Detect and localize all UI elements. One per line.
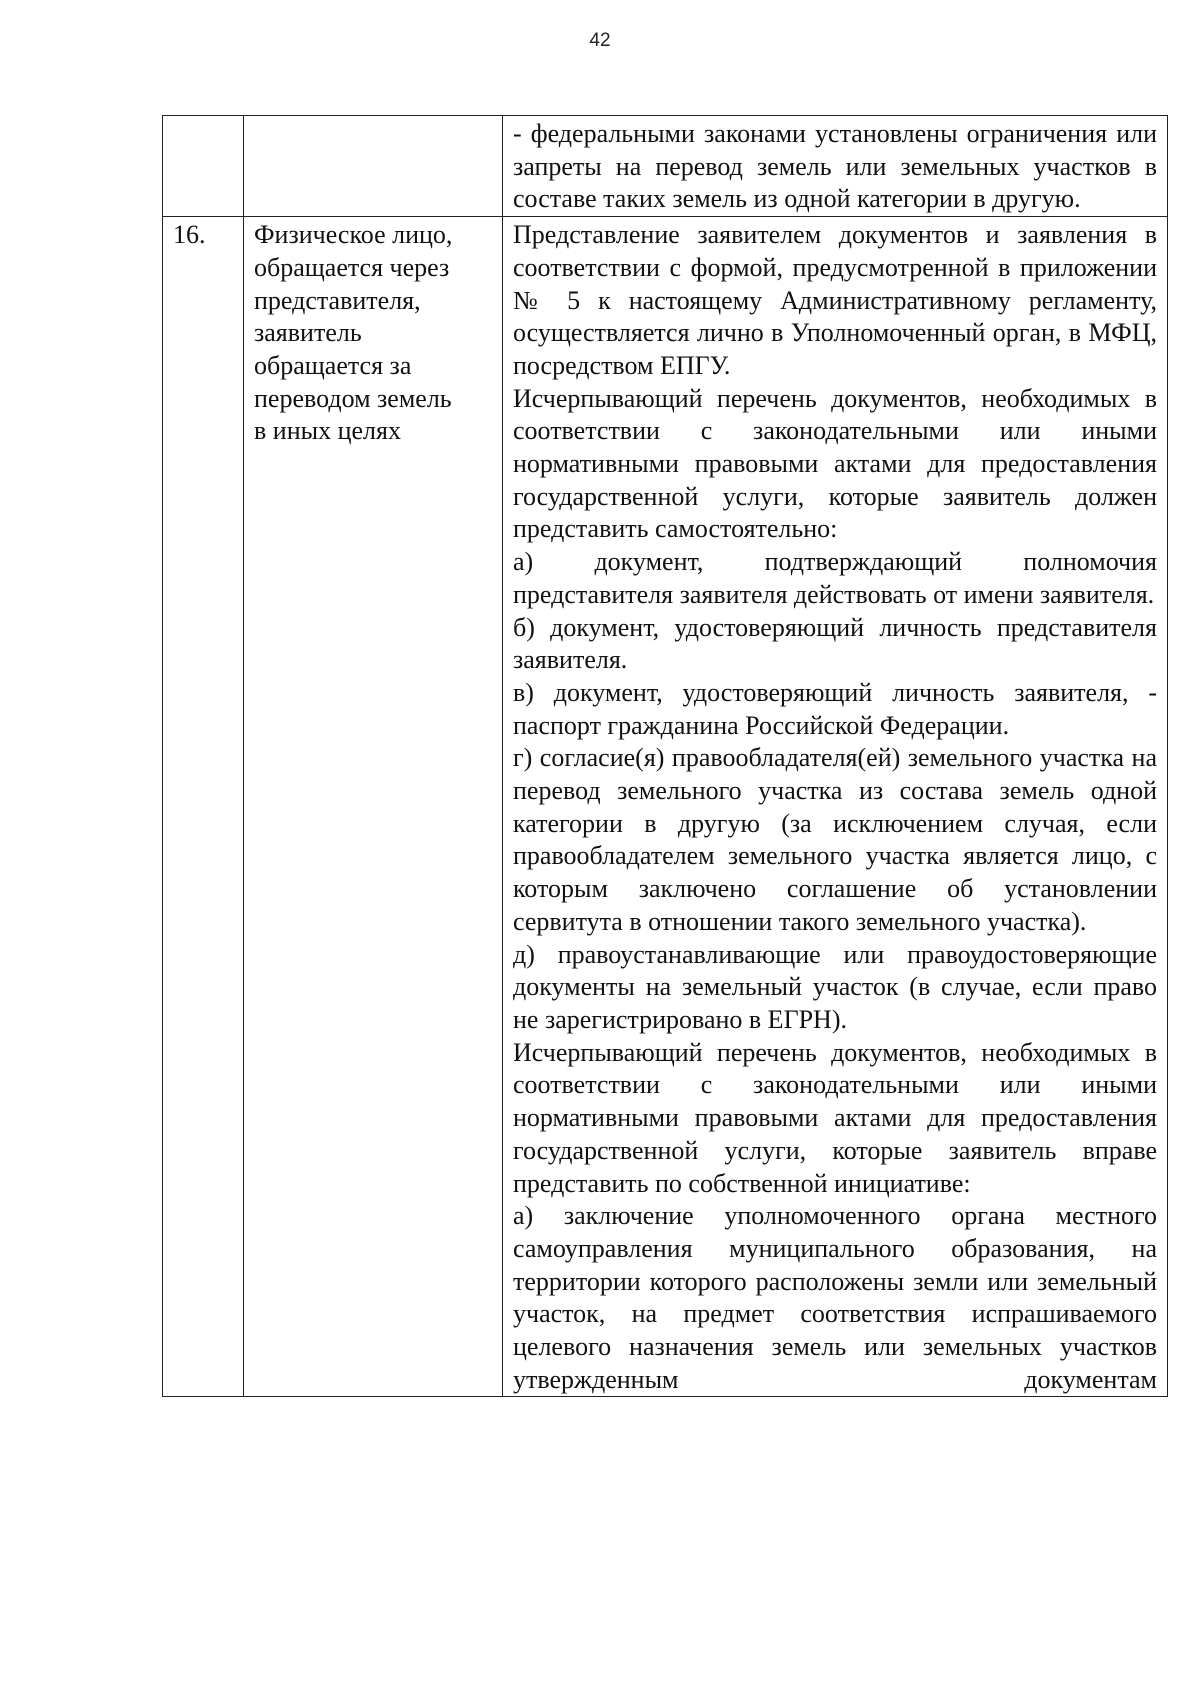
description-line: обращается через <box>254 252 450 282</box>
document-table <box>162 115 1168 1397</box>
row-description-cell <box>244 217 503 1397</box>
description-line: обращается за <box>254 350 412 380</box>
row-content-cell <box>503 217 1168 1397</box>
content-paragraph: в) документ, удостоверяющий личность заявителя, - паспорт гражданина Российской Федерации. <box>513 677 1157 740</box>
row-number-cell <box>163 116 244 217</box>
content-paragraph: Представление заявителем документов и заявления в соответствии с формой, предусмотренной в приложении № 5 к настоящему Административному регламенту, осуществляется лично в Уполномоченный орган, в МФЦ, посредством ЕПГУ. <box>513 220 1157 380</box>
description-line: в иных целях <box>254 416 401 446</box>
description-line: представителя, <box>254 285 421 315</box>
row-content-cell <box>503 116 1168 217</box>
content-paragraph: б) документ, удостоверяющий личность представителя заявителя. <box>513 612 1157 675</box>
content-paragraph: - федеральными законами установлены ограничения или запреты на перевод земель или земельных участков в составе таких земель из одной категории в другую. <box>513 119 1157 214</box>
description-line: переводом земель <box>254 383 452 413</box>
content-paragraph: д) правоустанавливающие или правоудостоверяющие документы на земельный участок (в случае, если право не зарегистрировано в ЕГРН). <box>513 939 1157 1034</box>
row-number-cell: 16. <box>163 217 244 1397</box>
content-paragraph: а) заключение уполномоченного органа местного самоуправления муниципального образования, на территории которого расположены земли или земельный участок, на предмет соответствия испрашиваемого целевого назначения земель или земельных участков утвержденным документам <box>513 1201 1157 1394</box>
content-paragraph: а) документ, подтверждающий полномочия представителя заявителя действовать от имени заявителя. <box>513 547 1157 609</box>
description-line: Физическое лицо, <box>254 220 453 250</box>
description-line: заявитель <box>254 318 362 348</box>
table-row <box>163 217 1168 1397</box>
table-row <box>163 116 1168 217</box>
content-paragraph: г) согласие(я) правообладателя(ей) земельного участка на перевод земельного участка из состава земель одной категории в другую (за исключением случая, если правообладателем земельного участка является лицо, с которым заключено соглашение об установлении сервитута в отношении такого земельного участка). <box>513 743 1157 936</box>
page-number: 42 <box>589 30 611 51</box>
content-paragraph: Исчерпывающий перечень документов, необходимых в соответствии с законодательными или иными нормативными правовыми актами для предоставления государственной услуги, которые заявитель должен представить самостоятельно: <box>513 383 1157 544</box>
row-description-cell <box>244 116 503 217</box>
content-paragraph: Исчерпывающий перечень документов, необходимых в соответствии с законодательными или иными нормативными правовыми актами для предоставления государственной услуги, которые заявитель вправе представить по собственной инициативе: <box>513 1037 1157 1198</box>
